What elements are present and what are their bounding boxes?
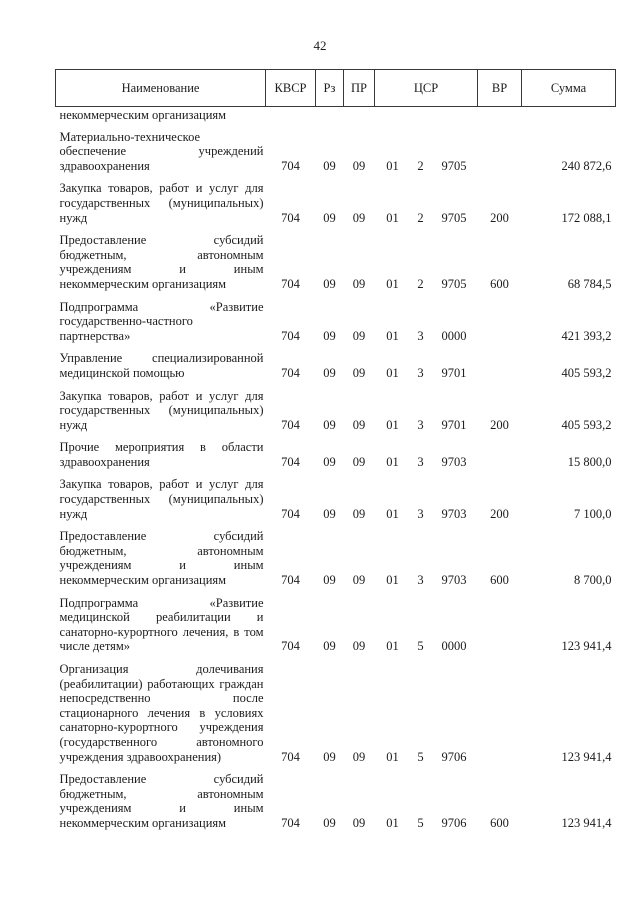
row-csr-subprogram: 2 — [417, 276, 424, 291]
row-rz: 09 — [323, 417, 336, 432]
row-csr-subprogram: 3 — [417, 573, 424, 588]
table-row — [56, 293, 616, 345]
row-rz: 09 — [323, 454, 336, 469]
row-csr-subprogram: 5 — [417, 639, 424, 654]
row-rz: 09 — [323, 328, 336, 343]
row-vr — [478, 344, 522, 381]
row-csr-direction: 0000 — [441, 328, 467, 343]
header-vr: ВР — [478, 70, 522, 107]
row-csr-program: 01 — [386, 749, 399, 764]
row-csr-subprogram: 3 — [417, 454, 424, 469]
row-pr: 09 — [352, 328, 366, 343]
row-kvsr: 704 — [281, 158, 300, 173]
row-csr-direction: 9703 — [441, 573, 467, 588]
page-number: 42 — [313, 38, 327, 53]
header-csr: ЦСР — [375, 70, 478, 107]
row-rz: 09 — [323, 158, 336, 173]
row-csr-direction: 0000 — [441, 639, 467, 654]
row-vr: 600 — [490, 276, 509, 291]
row-csr-subprogram: 3 — [417, 365, 424, 380]
row-csr-program: 01 — [386, 454, 399, 469]
row-csr-direction: 9703 — [441, 454, 467, 469]
row-pr: 09 — [352, 276, 366, 291]
row-csr-direction: 9706 — [441, 749, 467, 764]
row-sum: 123 941,4 — [561, 749, 612, 764]
row-name: Подпрограмма «Развитие медицинской реабилитации и санаторно-курортного лечения, в том числе детям» — [59, 595, 264, 654]
row-sum: 405 593,2 — [561, 365, 612, 380]
row-csr-direction: 9701 — [441, 417, 467, 432]
row-csr-subprogram: 5 — [417, 749, 424, 764]
row-rz: 09 — [323, 749, 336, 764]
header-kvsr: КВСР — [266, 70, 316, 107]
row-pr: 09 — [352, 454, 366, 469]
row-name: Подпрограмма «Развитие государственно-частного партнерства» — [59, 299, 264, 343]
row-csr-program: 01 — [386, 506, 399, 521]
row-csr-program: 01 — [386, 417, 399, 432]
row-sum: 7 100,0 — [574, 506, 612, 521]
row-sum: 123 941,4 — [561, 815, 612, 830]
table-row — [56, 655, 616, 765]
row-sum: 123 941,4 — [561, 639, 612, 654]
row-name: Предоставление субсидий бюджетным, автономным учреждениям и иным некоммерческим организациям — [59, 529, 264, 588]
row-csr-program: 01 — [386, 276, 399, 291]
header-sum: Сумма — [522, 70, 616, 107]
row-csr-program: 01 — [386, 365, 399, 380]
row-name: Закупка товаров, работ и услуг для государственных (муниципальных) нужд — [59, 477, 264, 521]
table-row — [56, 226, 616, 292]
row-csr-subprogram: 3 — [417, 506, 424, 521]
row-csr-program: 01 — [386, 573, 399, 588]
table-row — [56, 382, 616, 434]
row-kvsr: 704 — [281, 328, 300, 343]
row-sum: 421 393,2 — [561, 328, 612, 343]
row-kvsr: 704 — [281, 639, 300, 654]
row-sum: 240 872,6 — [561, 158, 612, 173]
budget-table — [55, 69, 616, 832]
row-pr: 09 — [352, 639, 366, 654]
row-kvsr: 704 — [281, 573, 300, 588]
row-vr: 200 — [490, 210, 509, 225]
row-rz: 09 — [323, 365, 336, 380]
row-kvsr: 704 — [281, 417, 300, 432]
table-row — [56, 589, 616, 655]
row-name: Организация долечивания (реабилитации) работающих граждан непосредственно после стационарного лечения в условиях санаторно-курортного учреждения (государственного автономного учреждения здравоохранения) — [59, 662, 264, 764]
row-vr — [478, 433, 522, 470]
row-vr: 600 — [490, 815, 509, 830]
row-kvsr: 704 — [281, 276, 300, 291]
row-kvsr: 704 — [281, 749, 300, 764]
row-csr-program: 01 — [386, 639, 399, 654]
row-name: Предоставление субсидий бюджетным, автономным учреждениям и иным некоммерческим организациям — [59, 233, 264, 291]
row-csr-direction: 9706 — [441, 815, 467, 830]
row-kvsr: 704 — [281, 815, 300, 830]
row-sum: 68 784,5 — [567, 276, 612, 291]
row-vr — [478, 293, 522, 345]
row-name: Закупка товаров, работ и услуг для государственных (муниципальных) нужд — [59, 388, 264, 432]
row-rz: 09 — [323, 639, 336, 654]
row-csr-program: 01 — [386, 328, 399, 343]
table-row — [56, 123, 616, 175]
row-vr: 200 — [490, 506, 509, 521]
row-pr: 09 — [352, 815, 366, 830]
row-sum: 405 593,2 — [561, 417, 612, 432]
table-row — [56, 470, 616, 522]
row-sum: 15 800,0 — [567, 454, 612, 469]
table-row — [56, 433, 616, 470]
row-csr-subprogram: 5 — [417, 815, 424, 830]
row-pr: 09 — [352, 210, 366, 225]
row-csr-subprogram: 3 — [417, 417, 424, 432]
row-kvsr: 704 — [281, 454, 300, 469]
row-csr-program: 01 — [386, 210, 399, 225]
continuation-row — [56, 107, 616, 123]
header-rz: Рз — [316, 70, 344, 107]
row-pr: 09 — [352, 417, 366, 432]
row-pr: 09 — [352, 573, 366, 588]
table-row — [56, 344, 616, 381]
row-name: Закупка товаров, работ и услуг для государственных (муниципальных) нужд — [59, 181, 264, 225]
row-kvsr: 704 — [281, 210, 300, 225]
row-rz: 09 — [323, 210, 336, 225]
row-csr-direction: 9703 — [441, 506, 467, 521]
table-row — [56, 174, 616, 226]
row-csr-subprogram: 3 — [417, 328, 424, 343]
row-vr — [478, 655, 522, 765]
table-row — [56, 522, 616, 588]
row-name: некоммерческим организациям — [59, 108, 227, 122]
table-header-row — [56, 70, 616, 107]
row-rz: 09 — [323, 573, 336, 588]
row-name: Материально-техническое обеспечение учреждений здравоохранения — [59, 129, 264, 173]
header-pr: ПР — [344, 70, 375, 107]
row-rz: 09 — [323, 815, 336, 830]
row-csr-direction: 9701 — [441, 365, 467, 380]
row-csr-program: 01 — [386, 815, 399, 830]
row-sum: 8 700,0 — [574, 573, 612, 588]
row-csr-direction: 9705 — [441, 210, 467, 225]
row-csr-subprogram: 2 — [417, 210, 424, 225]
row-kvsr: 704 — [281, 365, 300, 380]
row-csr-direction: 9705 — [441, 276, 467, 291]
row-rz: 09 — [323, 506, 336, 521]
row-kvsr: 704 — [281, 506, 300, 521]
table-row — [56, 765, 616, 831]
row-vr — [478, 123, 522, 175]
row-sum: 172 088,1 — [561, 210, 612, 225]
header-name: Наименование — [56, 70, 266, 107]
row-csr-subprogram: 2 — [417, 158, 424, 173]
row-csr-program: 01 — [386, 158, 399, 173]
row-rz: 09 — [323, 276, 336, 291]
row-pr: 09 — [352, 158, 366, 173]
row-pr: 09 — [352, 365, 366, 380]
row-pr: 09 — [352, 749, 366, 764]
row-csr-direction: 9705 — [441, 158, 467, 173]
row-vr: 200 — [490, 417, 509, 432]
row-name: Прочие мероприятия в области здравоохранения — [59, 440, 264, 469]
row-vr: 600 — [490, 573, 509, 588]
row-pr: 09 — [352, 506, 366, 521]
row-name: Предоставление субсидий бюджетным, автономным учреждениям и иным некоммерческим организациям — [59, 772, 264, 830]
row-vr — [478, 589, 522, 655]
row-name: Управление специализированной медицинской помощью — [59, 351, 264, 380]
